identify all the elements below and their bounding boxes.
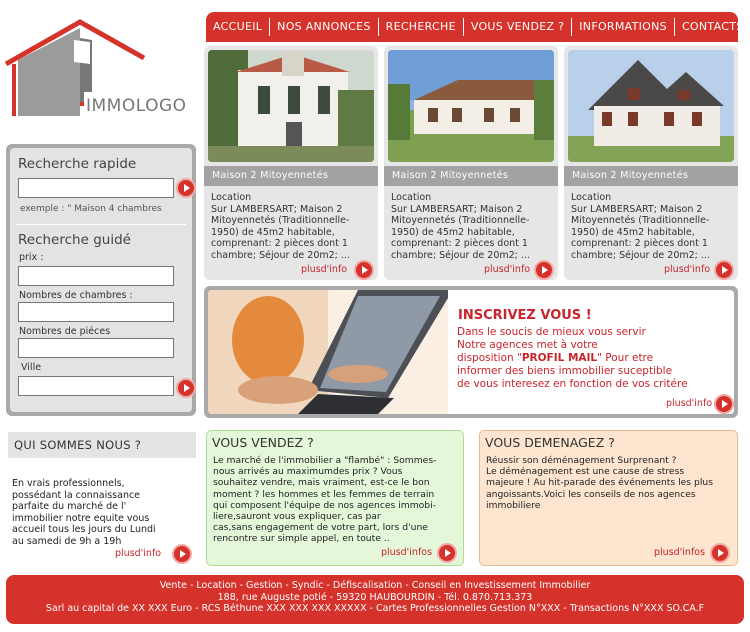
moving-line: angoissants.Voici les conseils de nos agences — [486, 488, 696, 500]
quick-search-input[interactable] — [18, 178, 174, 198]
sell-line: moment ? les hommes et les femmes de terrain — [213, 488, 435, 500]
sell-line: liere,sauront vous expliquer, cas par — [213, 511, 381, 523]
nav-vous-vendez[interactable]: VOUS VENDEZ ? — [464, 18, 572, 36]
main-nav — [206, 12, 744, 42]
moving-box — [479, 430, 738, 566]
banner-line: Notre agences met à votre — [457, 339, 598, 351]
nav-informations[interactable]: INFORMATIONS — [572, 18, 675, 36]
more-info-link[interactable]: plusd'info — [484, 264, 531, 275]
sell-title: VOUS VENDEZ ? — [212, 435, 314, 450]
more-info-link[interactable]: plusd'infos — [654, 547, 706, 558]
property-photo[interactable] — [208, 50, 374, 162]
property-description — [391, 192, 551, 261]
sell-box — [206, 430, 464, 566]
sell-line: cas,sans engagement de votre part, lors d'une — [213, 522, 428, 534]
about-title: QUI SOMMES NOUS ? — [8, 432, 196, 458]
subscribe-banner-inner — [208, 290, 734, 414]
search-panel — [6, 144, 196, 416]
banner-line-part: " Pour etre — [597, 352, 654, 364]
desc-line: Sur LAMBERSART; Maison 2 — [211, 203, 343, 215]
desc-line: Mitoyennetés (Traditionnelle- — [571, 215, 710, 226]
guided-search-go-icon[interactable] — [176, 378, 196, 398]
price-label: prix : — [19, 252, 44, 263]
property-photo[interactable] — [568, 50, 734, 162]
site-logo[interactable] — [4, 18, 200, 118]
property-title: Maison 2 Mitoyennetés — [564, 166, 738, 186]
footer-address: 188, rue Auguste potié - 59320 HAUBOURDIN - Tél. 0.870.713.373 — [217, 591, 533, 603]
property-title: Maison 2 Mitoyennetés — [384, 166, 558, 186]
laptop-photo — [208, 290, 448, 414]
divider — [16, 224, 186, 225]
about-line: au samedi de 9h a 19h — [12, 535, 122, 547]
pieces-input[interactable] — [18, 338, 174, 358]
desc-line: 1950) de 45m2 habitable, — [391, 226, 515, 238]
nav-accueil[interactable]: ACCUEIL — [206, 18, 270, 36]
sell-line: souhaitez vendre, mais vraiment, est-ce le bon — [213, 477, 430, 489]
about-line: possédant la connaissance — [12, 489, 141, 501]
desc-line: Location — [391, 192, 432, 203]
about-line: parfaite du marché de l' — [12, 501, 127, 512]
logo-text: IMMOLOGO — [84, 92, 196, 120]
about-line: immobilier notre equite vous — [12, 512, 150, 524]
price-input[interactable] — [18, 266, 174, 286]
moving-line: Réussir son déménagement Surprenant ? — [486, 455, 677, 466]
more-info-link[interactable]: plusd'info — [666, 398, 713, 409]
property-description — [211, 192, 371, 261]
moving-line: majeure ! Au hit-parade des événements les plus — [486, 477, 714, 489]
profil-mail-highlight: PROFIL MAIL — [521, 352, 598, 364]
more-info-arrow-icon[interactable] — [714, 394, 734, 414]
rooms-label: Nombres de chambres : — [19, 290, 133, 301]
city-label: Ville — [21, 362, 42, 373]
more-info-link[interactable]: plusd'infos — [381, 547, 433, 558]
desc-line: Mitoyennetés (Traditionnelle- — [391, 215, 530, 226]
subscribe-banner — [204, 286, 738, 418]
desc-line: chambre; Séjour de 20m2; ... — [571, 249, 710, 261]
nav-recherche[interactable]: RECHERCHE — [379, 18, 464, 36]
desc-line: Location — [571, 192, 612, 203]
more-info-arrow-icon[interactable] — [354, 260, 374, 280]
sell-text — [213, 455, 457, 545]
desc-line: chambre; Séjour de 20m2; ... — [211, 249, 350, 261]
moving-line: immobiliere — [486, 499, 541, 511]
more-info-link[interactable]: plusd'info — [115, 548, 162, 559]
more-info-arrow-icon[interactable] — [534, 260, 554, 280]
footer-legal: Sarl au capital de XX XXX Euro - RCS Béthune XXX XXX XXX XXXXX - Cartes Professionnelles Gestion N°XXX - Transactions N°XXX SO.CA.F — [45, 603, 705, 614]
desc-line: 1950) de 45m2 habitable, — [571, 226, 695, 238]
footer-services: Vente - Location - Gestion - Syndic - Défiscalisation - Conseil en Investissement Immobilier — [159, 580, 591, 591]
pieces-label: Nombres de piéces — [19, 326, 111, 337]
desc-line: comprenant: 2 pièces dont 1 — [211, 238, 348, 249]
rooms-input[interactable] — [18, 302, 174, 322]
sell-line: qui composent l'équipe de nos agences immobi- — [213, 499, 437, 511]
desc-line: comprenant: 2 pièces dont 1 — [571, 238, 708, 249]
quick-search-title: Recherche rapide — [18, 156, 137, 172]
moving-line: Le déménagement est une cause de stress — [486, 466, 685, 478]
nav-nos-annonces[interactable]: NOS ANNONCES — [270, 18, 378, 36]
more-info-arrow-icon[interactable] — [172, 544, 192, 564]
banner-line: de vous interesez en fonction de vos critére — [457, 378, 688, 390]
sell-line: Le marché de l'immobilier a "flambé" : Sommes- — [213, 455, 437, 466]
sell-line: rencontre sur simple appel, en toute .. — [213, 533, 390, 545]
search-panel-inner — [10, 148, 192, 412]
about-text — [12, 478, 192, 547]
guided-search-title: Recherche guidé — [18, 232, 131, 248]
moving-title: VOUS DEMENAGEZ ? — [485, 435, 615, 450]
property-description — [571, 192, 731, 261]
desc-line: Mitoyennetés (Traditionnelle- — [211, 215, 350, 226]
banner-text — [457, 326, 727, 391]
moving-text — [486, 455, 730, 511]
more-info-arrow-icon[interactable] — [714, 260, 734, 280]
desc-line: Sur LAMBERSART; Maison 2 — [391, 203, 523, 215]
more-info-link[interactable]: plusd'info — [664, 264, 711, 275]
banner-title: INSCRIVEZ VOUS ! — [458, 308, 592, 323]
property-card[interactable] — [384, 46, 558, 280]
about-line: En vrais professionnels, — [12, 478, 125, 489]
desc-line: 1950) de 45m2 habitable, — [211, 226, 335, 238]
more-info-arrow-icon[interactable] — [710, 543, 730, 563]
banner-line — [457, 352, 727, 365]
banner-line: Dans le soucis de mieux vous servir — [457, 326, 646, 338]
about-line: accueil tous les jours du Lundi — [12, 524, 156, 535]
property-card[interactable] — [204, 46, 378, 280]
more-info-link[interactable]: plusd'info — [301, 264, 348, 275]
banner-line-part: disposition " — [457, 352, 522, 364]
desc-line: chambre; Séjour de 20m2; ... — [391, 249, 530, 261]
property-card[interactable] — [564, 46, 738, 280]
quick-search-go-icon[interactable] — [176, 178, 196, 198]
city-input[interactable] — [18, 376, 174, 396]
desc-line: Sur LAMBERSART; Maison 2 — [571, 203, 703, 215]
desc-line: comprenant: 2 pièces dont 1 — [391, 238, 528, 249]
sell-line: nous arrivés au maximumdes prix ? Vous — [213, 466, 403, 478]
more-info-arrow-icon[interactable] — [437, 543, 457, 563]
property-photo[interactable] — [388, 50, 554, 162]
nav-contacts[interactable]: CONTACTS — [681, 20, 744, 33]
desc-line: Location — [211, 192, 252, 203]
banner-line: informer des biens immobilier suceptible — [457, 365, 673, 377]
footer — [6, 575, 744, 624]
quick-search-example: exemple : " Maison 4 chambres — [20, 204, 162, 214]
property-title: Maison 2 Mitoyennetés — [204, 166, 378, 186]
